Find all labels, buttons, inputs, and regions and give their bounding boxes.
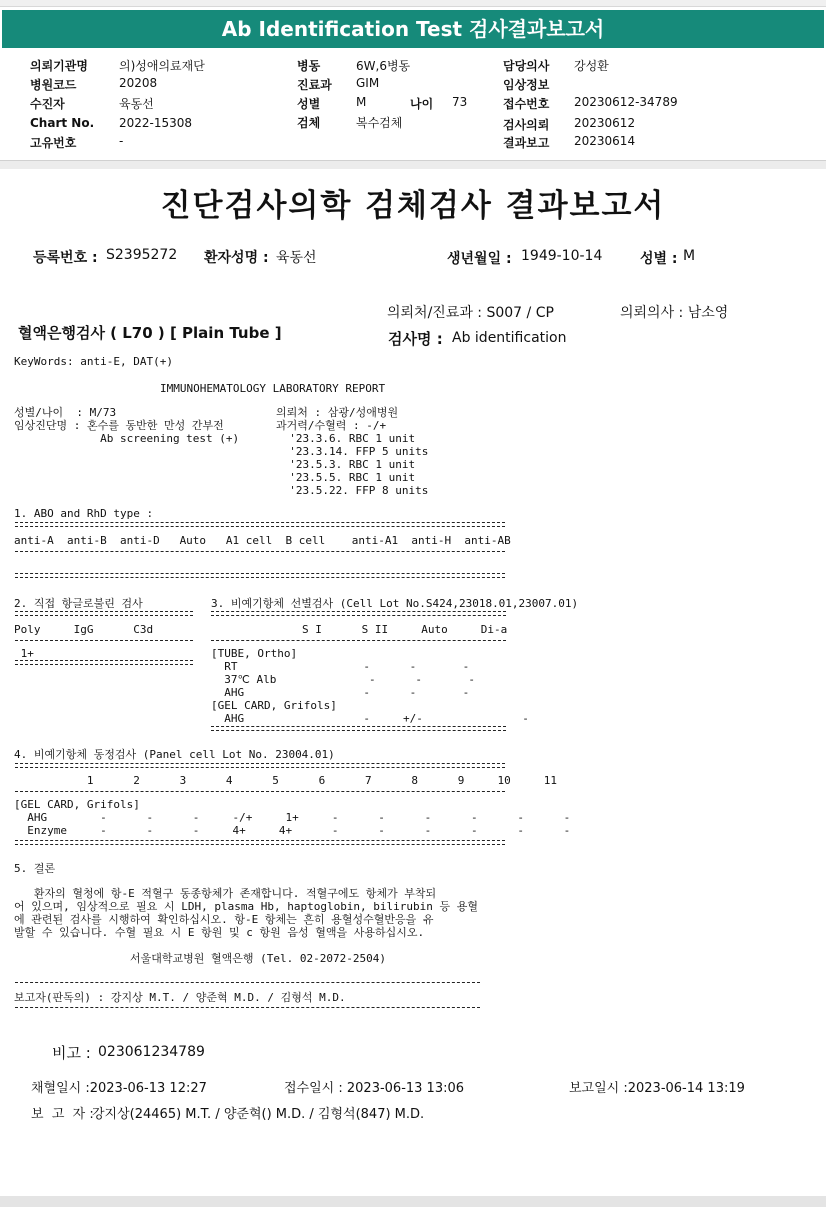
hospital-text: 서울대학교병원 혈액은행 (Tel. 02-2072-2504) bbox=[130, 952, 386, 965]
header-label: 고유번호 bbox=[30, 136, 77, 150]
panel-rows: [GEL CARD, Grifols] AHG - - - -/+ 1+ - - - - - - Enzyme - - - 4+ 4+ - - - - - - bbox=[14, 798, 571, 837]
report-main-title: 진단검사의학 검체검사 결과보고서 bbox=[160, 188, 666, 224]
panel-headers: 1 2 3 4 5 6 7 8 9 10 11 bbox=[14, 774, 558, 787]
sex-value: M bbox=[683, 248, 696, 264]
dept-text: 의뢰처/진료과 : S007 / CP bbox=[387, 305, 554, 321]
header-value: 73 bbox=[452, 95, 468, 109]
dat-section-title: 2. 직접 항글로불린 검사 bbox=[14, 597, 143, 610]
header-value: 6W,6병동 bbox=[356, 59, 411, 73]
rule bbox=[211, 640, 506, 641]
report-time: 보고일시 :2023-06-14 13:19 bbox=[569, 1081, 745, 1096]
header-label: 수진자 bbox=[30, 97, 65, 111]
rule bbox=[15, 640, 193, 641]
collect-time: 채혈일시 :2023-06-13 12:27 bbox=[31, 1081, 207, 1096]
lab-report-title: IMMUNOHEMATOLOGY LABORATORY REPORT bbox=[160, 382, 386, 395]
result-text: 환자의 혈청에 항-E 적혈구 동종항체가 존재합니다. 적혈구에도 항체가 부착되 어 있으며, 임상적으로 필요 시 LDH, plasma Hb, haptoglobin, bilirubin 등 용혈 에 관련된 검사를 시행하여 확인하십시오. 항-E 항체는 흔히 용혈성수혈반응을 유 발할 수 있습니다. 수혈 필요 시 E 항원 및 c 항원 음성 혈액을 사용하십시오. bbox=[14, 887, 479, 939]
header-value: 20230612 bbox=[574, 116, 636, 130]
top-scroll-strip bbox=[0, 0, 826, 7]
header-label: 병동 bbox=[297, 59, 321, 73]
reporter-text: 보고자(판독의) : 강지상 M.T. / 양준혁 M.D. / 김형석 M.D. bbox=[14, 991, 346, 1004]
screen-section-title: 3. 비예기항체 선별검사 (Cell Lot No.S424,23018.01,23007.01) bbox=[211, 597, 579, 610]
doctor-text: 의뢰의사 : 남소영 bbox=[620, 305, 729, 321]
header-label: 검체 bbox=[297, 116, 321, 130]
header-value: 2022-15308 bbox=[119, 116, 193, 130]
rule bbox=[15, 982, 480, 983]
rule bbox=[15, 791, 505, 792]
header-label: 병원코드 bbox=[30, 78, 77, 92]
rule bbox=[15, 551, 505, 552]
header-label: 임상정보 bbox=[503, 78, 550, 92]
double-rule bbox=[15, 660, 193, 665]
screen-headers: S I S II Auto Di-a bbox=[302, 623, 508, 636]
panel-section-title: 4. 비예기항체 동정검사 (Panel cell Lot No. 23004.01) bbox=[14, 748, 335, 761]
header-value: 육동선 bbox=[119, 97, 154, 111]
double-rule bbox=[15, 611, 193, 616]
double-rule bbox=[211, 726, 506, 731]
header-value: GIM bbox=[356, 76, 380, 90]
dat-headers: Poly IgG C3d bbox=[14, 623, 154, 636]
double-rule bbox=[211, 611, 506, 616]
patient-label: 환자성명 : bbox=[204, 250, 269, 266]
header-value: 강성환 bbox=[574, 59, 609, 73]
patient-info-right: 의뢰처 : 삼광/성애병원 과거력/수혈력 : -/+ '23.3.6. RBC 1 unit '23.3.14. FFP 5 units '23.5.3. RBC 1 unit '23.5.5. RBC 1 unit '23.5.22. FFP 8 units bbox=[276, 406, 429, 497]
header-value: M bbox=[356, 95, 367, 109]
double-rule bbox=[15, 522, 505, 527]
testname-value: Ab identification bbox=[452, 330, 567, 346]
header-value: 20230614 bbox=[574, 134, 636, 148]
sex-label: 성별 : bbox=[640, 251, 678, 267]
header-value: 복수검체 bbox=[356, 116, 403, 130]
result-section-title: 5. 결론 bbox=[14, 862, 56, 875]
patient-value: 육동선 bbox=[276, 250, 317, 266]
section-title: 혈액은행검사 ( L70 ) [ Plain Tube ] bbox=[18, 324, 282, 342]
header-divider bbox=[0, 160, 826, 169]
header-value: - bbox=[119, 134, 124, 148]
bottom-strip bbox=[0, 1196, 826, 1207]
footer-reporter-value: 강지상(24465) M.T. / 양준혁() M.D. / 김형석(847) M.D. bbox=[92, 1107, 425, 1122]
screen-rows: [TUBE, Ortho] RT - - - 37℃ Alb - - - AHG - - - [GEL CARD, Grifols] AHG - +/- - bbox=[211, 647, 529, 725]
header-label: 나이 bbox=[410, 97, 434, 111]
dat-values: 1+ bbox=[14, 647, 34, 660]
dob-label: 생년월일 : bbox=[447, 251, 512, 267]
reg-value: S2395272 bbox=[106, 247, 178, 263]
header-label: 결과보고 bbox=[503, 136, 550, 150]
dob-value: 1949-10-14 bbox=[521, 248, 603, 264]
keywords-text: KeyWords: anti-E, DAT(+) bbox=[14, 355, 173, 368]
header-label: 검사의뢰 bbox=[503, 118, 550, 132]
header-label: 진료과 bbox=[297, 78, 332, 92]
report-banner-title: Ab Identification Test 검사결과보고서 bbox=[2, 10, 824, 48]
header-value: 의)성애의료재단 bbox=[119, 59, 205, 73]
double-rule bbox=[15, 840, 505, 845]
footer-reporter-label: 보 고 자 : bbox=[31, 1107, 94, 1122]
receive-time: 접수일시 : 2023-06-13 13:06 bbox=[284, 1081, 465, 1096]
abo-section-title: 1. ABO and RhD type : bbox=[14, 507, 154, 520]
abo-headers: anti-A anti-B anti-D Auto A1 cell B cell anti-A1 anti-H anti-AB bbox=[14, 534, 511, 547]
header-label: 의뢰기관명 bbox=[30, 59, 88, 73]
header-label: 성별 bbox=[297, 97, 321, 111]
header-label: 접수번호 bbox=[503, 97, 550, 111]
header-value: 20208 bbox=[119, 76, 158, 90]
header-label: 담당의사 bbox=[503, 59, 550, 73]
double-rule bbox=[15, 763, 505, 768]
testname-label: 검사명 : bbox=[388, 330, 443, 348]
remark-label: 비고 : bbox=[52, 1044, 91, 1062]
remark-value: 023061234789 bbox=[98, 1044, 205, 1060]
patient-info-left: 성별/나이 : M/73 임상진단명 : 혼수를 동반한 만성 간부전 Ab screening test (+) bbox=[14, 406, 240, 445]
header-label: Chart No. bbox=[30, 116, 95, 130]
double-rule bbox=[15, 573, 505, 578]
rule bbox=[15, 1007, 480, 1008]
reg-label: 등록번호 : bbox=[33, 250, 98, 266]
header-value: 20230612-34789 bbox=[574, 95, 678, 109]
